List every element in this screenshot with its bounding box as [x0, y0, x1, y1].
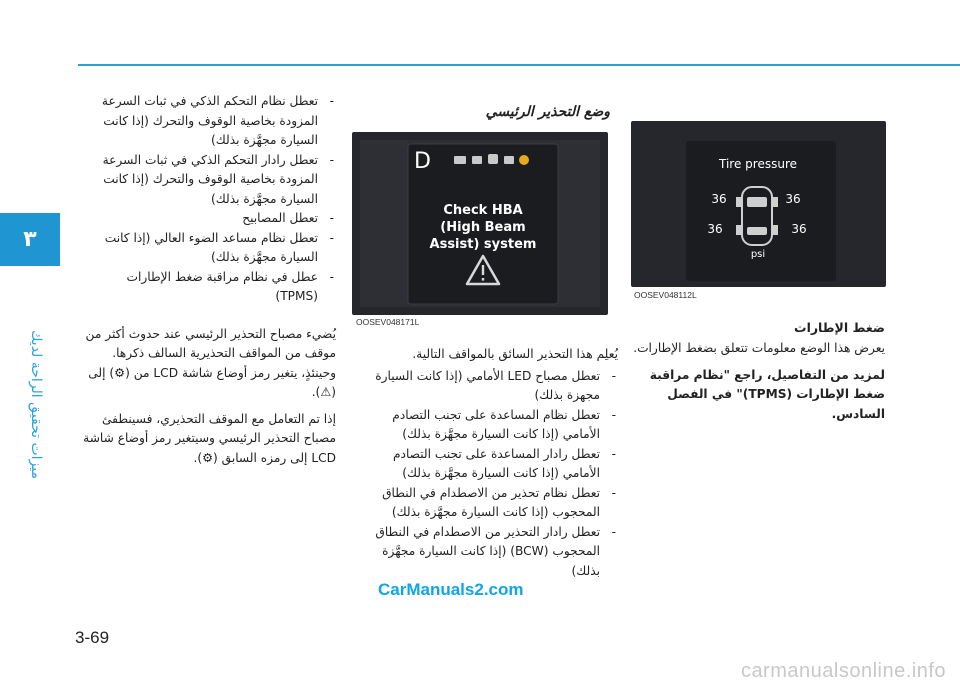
figure-caption: OOSEV048171L	[356, 317, 420, 327]
page-number: 3-69	[75, 628, 110, 647]
tire-rear-left: 36	[707, 222, 723, 236]
list-item: - تعطل المصابيح	[82, 209, 336, 229]
tire-pressure-title: Tire pressure	[719, 157, 797, 171]
list-item: - تعطل مصباح LED الأمامي (إذا كانت السيارة مجهزة بذلك)	[352, 367, 618, 406]
chapter-title: ميزات تحقيق الراحة لديك	[28, 330, 44, 480]
gear-indicator: D	[414, 149, 431, 174]
left-column	[82, 92, 336, 475]
cluster-display-illustration	[352, 132, 608, 315]
hba-warning-figure	[352, 132, 608, 315]
list-item: - عطل في نظام مراقبة ضغط الإطارات (TPMS)	[82, 268, 336, 307]
list-item: - تعطل رادار التحذير من الاصطدام في النطاق المحجوب (BCW) (إذا كانت السيارة مجهَّزة بذلك)	[352, 523, 618, 582]
list-item: - تعطل نظام مساعد الضوء العالي (إذا كانت السيارة مجهَّزة بذلك)	[82, 229, 336, 268]
tire-pressure-illustration	[631, 121, 886, 287]
watermark: CarManuals2.com	[378, 580, 524, 599]
right-column	[632, 339, 885, 431]
tire-pressure-figure	[631, 121, 886, 287]
left-fault-list	[82, 92, 336, 307]
list-item: - تعطل رادار التحكم الذكي في ثبات السرعة المزودة بخاصية الوقوف والتحرك (إذا كانت السيارة مجهَّزة بذلك)	[82, 151, 336, 210]
list-item: - تعطل نظام المساعدة على تجنب التصادم الأمامي (إذا كانت السيارة مجهَّزة بذلك)	[352, 406, 618, 445]
display-message-line2: (High Beam	[440, 220, 526, 235]
list-item: - تعطل نظام التحكم الذكي في ثبات السرعة المزودة بخاصية الوقوف والتحرك (إذا كانت السيارة مجهَّزة بذلك)	[82, 92, 336, 151]
warning-resolved-paragraph: إذا تم التعامل مع الموقف التحذيري، فسينطفئ مصباح التحذير الرئيسي وسيتغير رمز أوضاع شاشة LCD إلى رمزه السابق (⚙).	[83, 411, 336, 465]
intro-paragraph: يُعلِم هذا التحذير السائق بالمواقف التالية.	[412, 347, 618, 361]
header-rule	[78, 64, 960, 66]
display-message-line1: Check HBA	[443, 203, 523, 218]
pressure-unit: psi	[750, 249, 766, 260]
middle-fault-list	[352, 367, 618, 582]
figure-caption: OOSEV048112L	[634, 290, 697, 300]
tire-rear-right: 36	[791, 222, 807, 236]
tire-pressure-paragraph: يعرض هذا الوضع معلومات تتعلق بضغط الإطارات.	[633, 341, 885, 355]
chapter-number: ٣	[23, 227, 37, 252]
display-message-line3: Assist) system	[429, 237, 537, 252]
section-heading: وضع التحذير الرئيسي	[485, 104, 610, 120]
middle-column	[352, 345, 618, 581]
list-item: - تعطل رادار المساعدة على تجنب التصادم الأمامي (إذا كانت السيارة مجهَّزة بذلك)	[352, 445, 618, 484]
list-item: - تعطل نظام تحذير من الاصطدام في النطاق المحجوب (إذا كانت السيارة مجهَّزة بذلك)	[352, 484, 618, 523]
chapter-sidebar	[0, 0, 60, 685]
tire-pressure-heading: ضغط الإطارات	[794, 320, 885, 335]
tire-front-right: 36	[785, 192, 801, 206]
tire-front-left: 36	[711, 192, 727, 206]
footer-watermark: carmanualsonline.info	[740, 660, 946, 682]
master-warning-paragraph: يُضيء مصباح التحذير الرئيسي عند حدوث أكثر من موقف من المواقف التحذيرية السالف ذكرها. وحينئذٍ، يتغير رمز أوضاع شاشة LCD من (⚙) إلى (⚠).	[85, 326, 336, 399]
tpms-reference-note: لمزيد من التفاصيل، راجع "نظام مراقبة ضغط الإطارات (TPMS)" في الفصل السادس.	[649, 367, 885, 421]
